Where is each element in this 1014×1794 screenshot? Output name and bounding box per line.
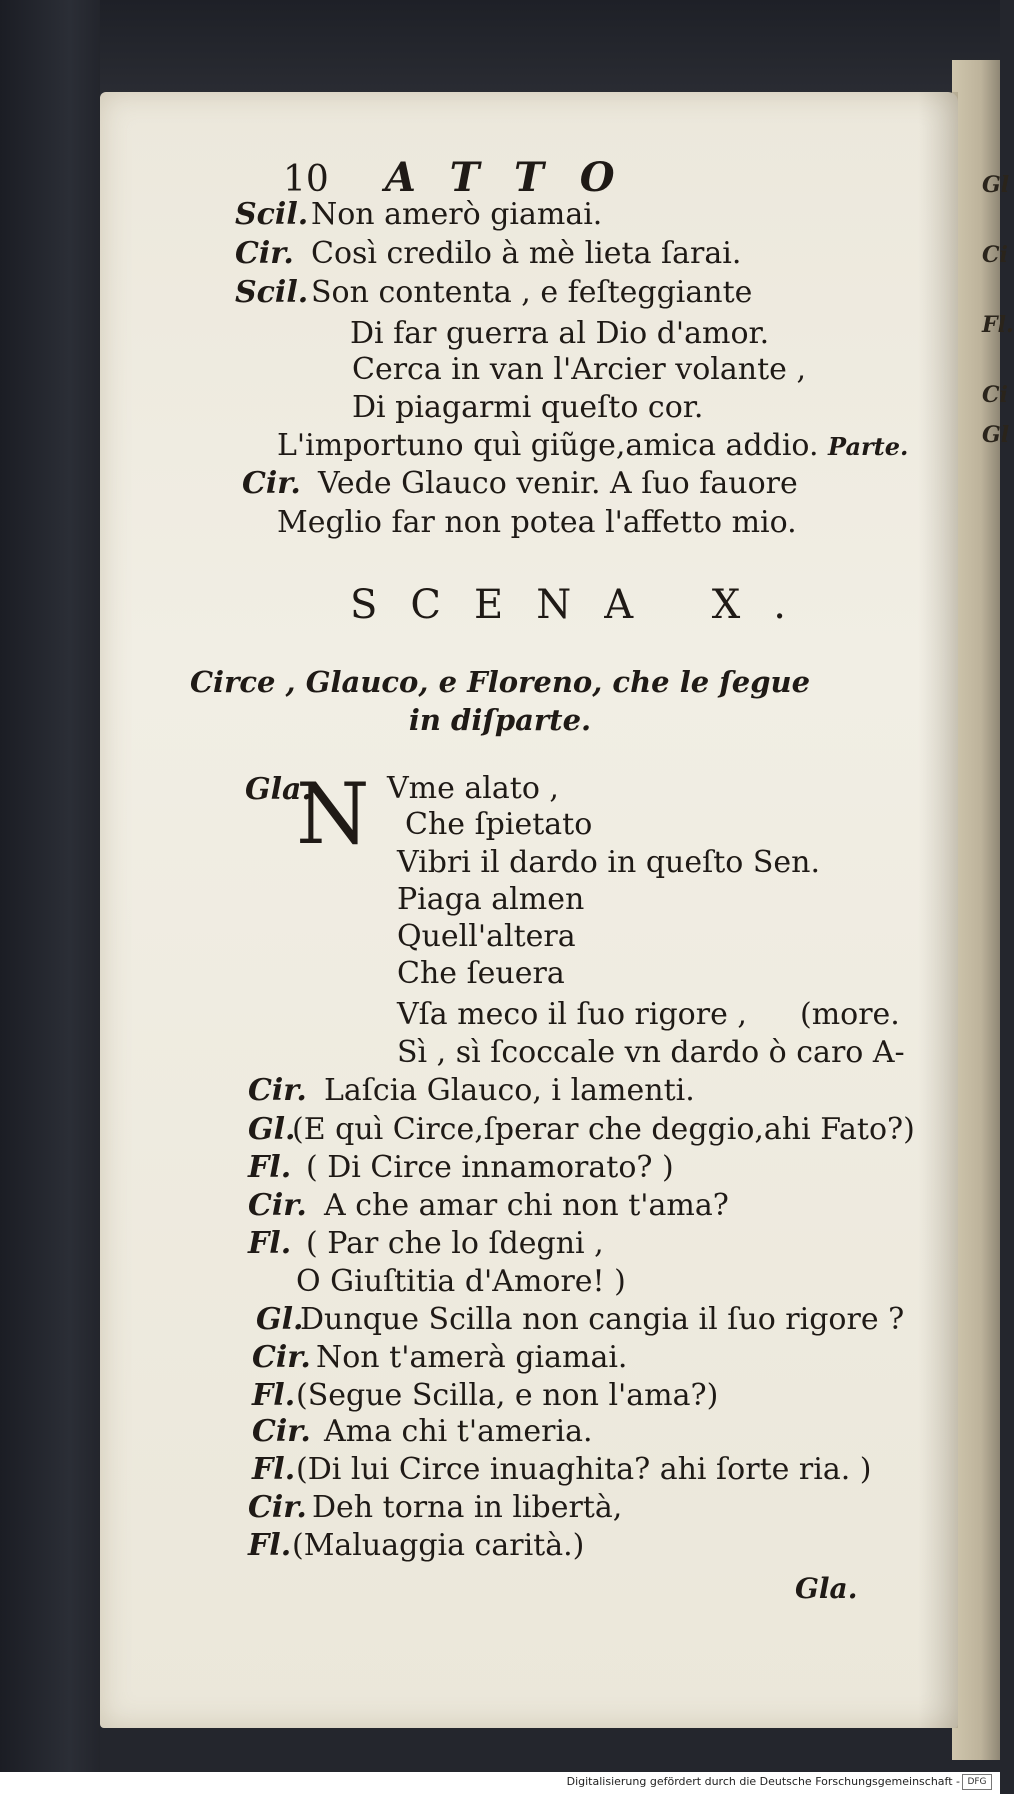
- verse-text: Non amerò giamai.: [311, 197, 603, 232]
- speaker-label: Cir.: [248, 1073, 307, 1108]
- next-page-fragment: Ci: [982, 382, 1008, 408]
- drop-cap-letter: N: [296, 765, 370, 863]
- song-line: Quell'altera: [397, 919, 576, 954]
- verse-line: [248, 1528, 584, 1564]
- scene-persons: in diſparte.: [408, 703, 592, 737]
- verse-text: Son contenta , e feſteggiante: [311, 275, 753, 310]
- verse-line: [248, 1188, 729, 1224]
- speaker-label: Gl.: [248, 1112, 296, 1147]
- verse-text: (Segue Scilla, e non l'ama?): [296, 1378, 719, 1413]
- speaker-label: Scil.: [235, 275, 309, 310]
- next-page-fragment: Ci: [982, 242, 1008, 268]
- next-page-fragment: Gl: [982, 172, 1010, 198]
- verse-line: [235, 275, 752, 311]
- verse-line: [248, 1226, 604, 1262]
- verse-text: Deh torna in libertà,: [312, 1490, 623, 1525]
- verse-text: ( Par che lo ſdegni ,: [306, 1226, 604, 1261]
- speaker-label: Gla.: [245, 772, 312, 807]
- speaker-label: Scil.: [235, 197, 309, 232]
- verse-text: Cerca in van l'Arcier volante ,: [352, 352, 806, 387]
- verse-line: [352, 390, 703, 426]
- next-page-fragment: Fl.: [982, 312, 1014, 338]
- scene-title: SCENA X.: [350, 582, 819, 628]
- verse-text: Di piagarmi queſto cor.: [352, 390, 704, 425]
- dfg-logo: DFG: [962, 1774, 992, 1790]
- verse-line: [277, 505, 797, 541]
- verse-line: [296, 1264, 626, 1300]
- verse-text: Laſcia Glauco, i lamenti.: [324, 1073, 695, 1108]
- turnover-word: (more.: [800, 997, 900, 1032]
- next-page-edge: [952, 60, 1014, 1760]
- verse-line: [256, 1302, 904, 1338]
- next-page-fragment: Gl: [982, 422, 1010, 448]
- speaker-label: Cir.: [242, 466, 301, 501]
- speaker-label: Gl.: [256, 1302, 304, 1337]
- scan-background-left: [0, 0, 100, 1794]
- verse-text: Così credilo à mè lieta ſarai.: [311, 236, 742, 271]
- scene-persons: Circe , Glauco, e Floreno, che le ſegue: [189, 665, 811, 699]
- song-line: Vſa meco il ſuo rigore ,: [397, 997, 747, 1032]
- verse-text: Meglio far non potea l'affetto mio.: [277, 505, 797, 540]
- running-title: ATTO: [384, 154, 651, 201]
- page-edge-shadow: [918, 92, 958, 1728]
- verse-text: Dunque Scilla non cangia il ſuo rigore ?: [300, 1302, 905, 1337]
- verse-line: [248, 1150, 674, 1186]
- catchword: Gla.: [795, 1572, 858, 1605]
- song-line: Vme alato ,: [387, 771, 559, 806]
- speaker-label: Fl.: [252, 1452, 296, 1487]
- verse-text: Di far guerra al Dio d'amor.: [350, 316, 770, 351]
- verse-text: Non t'amerà giamai.: [316, 1340, 628, 1375]
- verse-line: [248, 1073, 695, 1109]
- verse-line: [248, 1112, 915, 1148]
- song-line: Vibri il dardo in queſto Sen.: [397, 845, 821, 880]
- verse-line: [252, 1414, 593, 1450]
- speaker-label: Cir.: [248, 1188, 307, 1223]
- verse-text: O Giuſtitia d'Amore! ): [296, 1264, 626, 1299]
- song-line: Che ſpietato: [405, 807, 593, 842]
- verse-text: Ama chi t'ameria.: [324, 1414, 593, 1449]
- verse-line: [242, 466, 798, 502]
- verse-line: [277, 428, 908, 465]
- verse-line: [248, 1490, 622, 1526]
- funding-credit: Digitalisierung gefördert durch die Deutsche Forschungsgemeinschaft -: [566, 1775, 960, 1788]
- speaker-label: Fl.: [248, 1528, 292, 1563]
- verse-line: [252, 1378, 718, 1414]
- speaker-label: Fl.: [248, 1226, 292, 1261]
- speaker-label: Fl.: [252, 1378, 296, 1413]
- speaker-label: Cir.: [235, 236, 294, 271]
- verse-text: (Di lui Circe inuaghita? ahi ſorte ria. ): [296, 1452, 872, 1487]
- verse-line: [235, 236, 741, 272]
- song-line: Sì , sì ſcoccale vn dardo ò caro A-: [397, 1035, 905, 1070]
- verse-text: Vede Glauco venir. A ſuo fauore: [318, 466, 798, 501]
- verse-line: [235, 197, 602, 233]
- verse-line: [252, 1340, 627, 1376]
- page-header: [283, 154, 651, 201]
- verse-text: ( Di Circe innamorato? ): [306, 1150, 674, 1185]
- verse-line: [350, 316, 769, 352]
- speaker-label: Cir.: [252, 1340, 311, 1375]
- verse-text: A che amar chi non t'ama?: [324, 1188, 729, 1223]
- song-line: Che ſeuera: [397, 956, 565, 991]
- scan-background-top: [0, 0, 1000, 95]
- verse-text: (E quì Circe,ſperar che deggio,ahi Fato?): [292, 1112, 915, 1147]
- verse-text: L'importuno quì giũge,amica addio.: [277, 428, 819, 463]
- verse-line: [352, 352, 806, 388]
- speaker-label: Cir.: [252, 1414, 311, 1449]
- speaker-label: Fl.: [248, 1150, 292, 1185]
- stage-direction: Parte.: [828, 432, 909, 461]
- song-line: Piaga almen: [397, 882, 585, 917]
- page-number: 10: [283, 159, 329, 200]
- speaker-label: Cir.: [248, 1490, 307, 1525]
- verse-line: [252, 1452, 872, 1488]
- verse-text: (Maluaggia carità.): [292, 1528, 585, 1563]
